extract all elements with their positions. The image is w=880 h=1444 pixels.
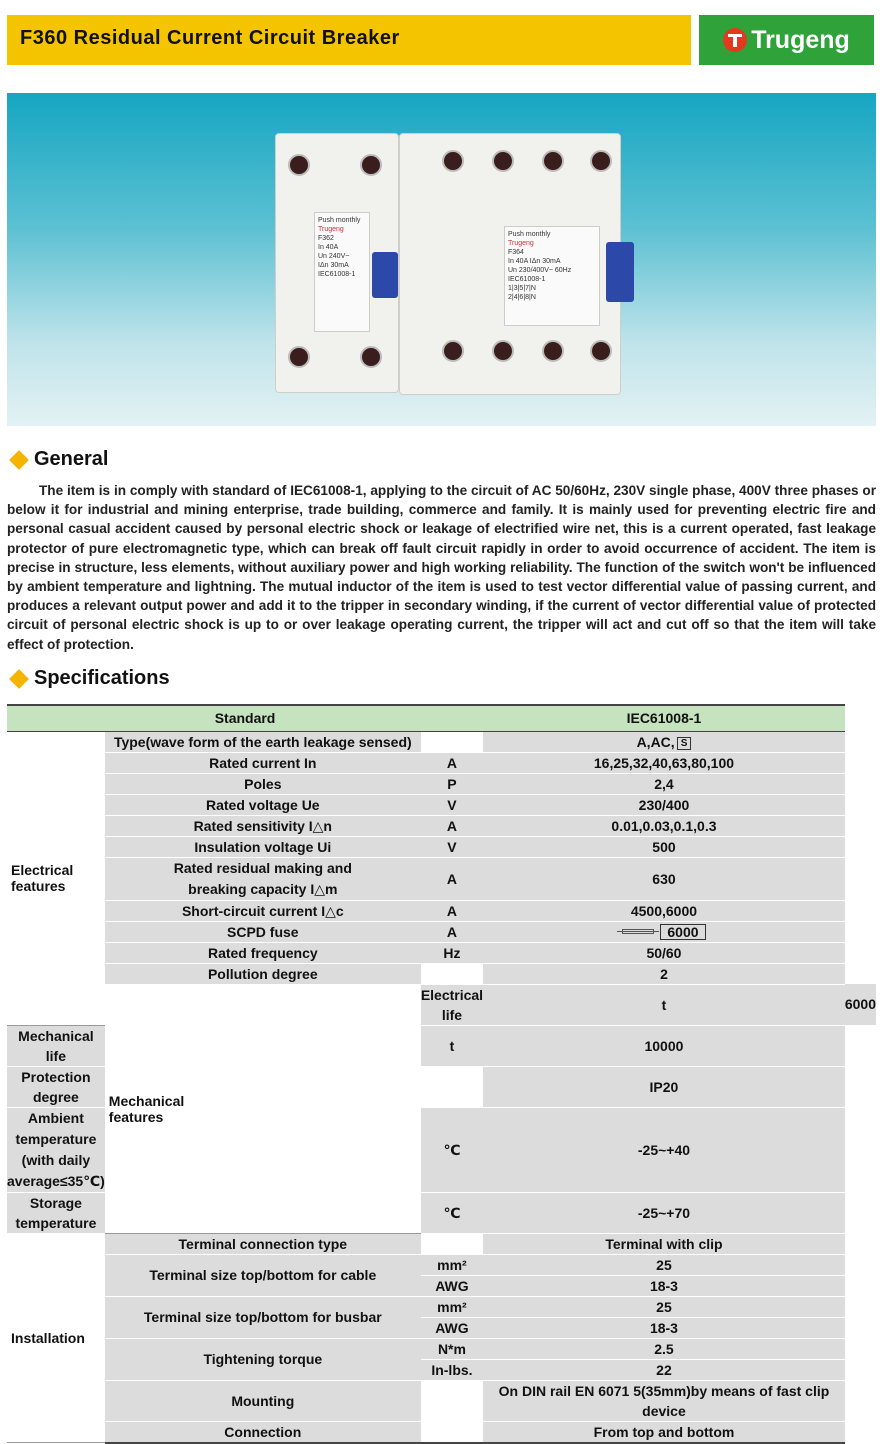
table-row: AWG 18-3 xyxy=(7,1275,876,1296)
terminal-hole xyxy=(542,150,564,172)
scpd-value: 6000 xyxy=(660,924,705,940)
table-row: Connection From top and bottom xyxy=(7,1421,876,1443)
table-row: Insulation voltage Ui V 500 xyxy=(7,836,876,857)
toggle-knob xyxy=(372,252,398,298)
terminal-hole xyxy=(288,154,310,176)
general-heading: General xyxy=(10,448,108,471)
toggle-knob xyxy=(606,242,634,302)
type-s-badge: S xyxy=(677,737,692,750)
table-row: Terminal size top/bottom for cable mm² 25 xyxy=(7,1254,876,1275)
table-row: Short-circuit current I△c A 4500,6000 xyxy=(7,900,876,921)
terminal-hole xyxy=(288,346,310,368)
table-row: Mechanical life t 10000 xyxy=(7,1025,876,1066)
table-row: Rated residual making and breaking capacity I△m A 630 xyxy=(7,857,876,900)
general-description: The item is in comply with standard of IEC61008-1, applying to the circuit of AC 50/60Hz, 230V single phase, 400V three phases or below it for industrial and mining enterprise, trade building, commerce and family. It is mainly used for preventing electric fire and personal casual accident caused by personal electric shock or leakage of electrified wire net, this is a current operated, fast leakage protector of pure electromagnetic type, which can break off fault circuit rapidly in order to avoid occurrence of accident. The item is precise in structure, less elements, without auxiliary power and high working reliability. The function of the switch won't be influenced by ambient temperature and lightning. The mutual inductor of the item is used to test vector differential value of passing current, and produces a relevant output power and add it to the tripper in secondary winding, if the current of vector differential value of protected circuit of personal electric shock is up to or over leakage operating current, the tripper will act and cut off so that the item will take effect of protection. xyxy=(7,483,876,652)
left-device-label: Push monthly Trugeng F362 In 40A Un 240V~ IΔn 30mA IEC61008-1 xyxy=(314,212,370,332)
table-row: AWG 18-3 xyxy=(7,1317,876,1338)
terminal-hole xyxy=(590,150,612,172)
table-row: Mechanical features Electrical life t 6000 xyxy=(7,984,876,1025)
table-row: Tightening torque N*m 2.5 xyxy=(7,1338,876,1359)
brand-logo xyxy=(699,15,874,65)
title-bar xyxy=(7,15,691,65)
terminal-hole xyxy=(360,346,382,368)
right-device-label: Push monthly Trugeng F364 In 40A IΔn 30mA Un 230/400V~ 60Hz IEC61008-1 1|3|5|7|N 2|4|6|8|N xyxy=(504,226,600,326)
table-row: Poles P 2,4 xyxy=(7,773,876,794)
terminal-hole xyxy=(442,150,464,172)
table-row: Storage temperature ℃ -25~+70 xyxy=(7,1192,876,1233)
terminal-hole xyxy=(492,150,514,172)
terminal-hole xyxy=(542,340,564,362)
specifications-table xyxy=(7,704,876,1444)
table-row: Rated current In A 16,25,32,40,63,80,100 xyxy=(7,752,876,773)
table-row: Terminal size top/bottom for busbar mm² 25 xyxy=(7,1296,876,1317)
product-photo xyxy=(7,93,876,426)
table-row: Ambient temperature (with daily average≤35℃) ℃ -25~+40 xyxy=(7,1107,876,1192)
table-row: Rated voltage Ue V 230/400 xyxy=(7,794,876,815)
table-row: Installation Terminal connection type Terminal with clip xyxy=(7,1233,876,1254)
table-row: Rated frequency Hz 50/60 xyxy=(7,942,876,963)
page-title: F360 Residual Current Circuit Breaker xyxy=(20,27,400,49)
rccb-4pole-device xyxy=(399,133,621,395)
diamond-bullet-icon xyxy=(9,669,29,689)
standard-label: Standard xyxy=(7,705,483,731)
diamond-bullet-icon xyxy=(9,450,29,470)
trugeng-logo-icon xyxy=(723,28,747,52)
table-row: Rated sensitivity I△n A 0.01,0.03,0.1,0.3 xyxy=(7,815,876,836)
standard-value: IEC61008-1 xyxy=(483,705,845,731)
category-electrical: Electrical features xyxy=(7,731,105,1025)
terminal-hole xyxy=(360,154,382,176)
brand-name: Trugeng xyxy=(751,25,850,54)
table-row: Electrical features Type(wave form of the earth leakage sensed) A,AC, S xyxy=(7,731,876,752)
terminal-hole xyxy=(442,340,464,362)
terminal-hole xyxy=(492,340,514,362)
table-row: SCPD fuse A 6000 xyxy=(7,921,876,942)
category-installation: Installation xyxy=(7,1233,105,1443)
rccb-2pole-device xyxy=(275,133,399,393)
table-row: Protection degree IP20 xyxy=(7,1066,876,1107)
table-row: In-lbs. 22 xyxy=(7,1359,876,1380)
table-row: Pollution degree 2 xyxy=(7,963,876,984)
table-row: Mounting On DIN rail EN 6071 5(35mm)by means of fast clip device xyxy=(7,1380,876,1421)
specifications-heading: Specifications xyxy=(10,667,170,690)
category-mechanical: Mechanical features xyxy=(105,984,421,1233)
terminal-hole xyxy=(590,340,612,362)
table-header-row xyxy=(7,705,876,731)
fuse-icon xyxy=(622,929,654,934)
